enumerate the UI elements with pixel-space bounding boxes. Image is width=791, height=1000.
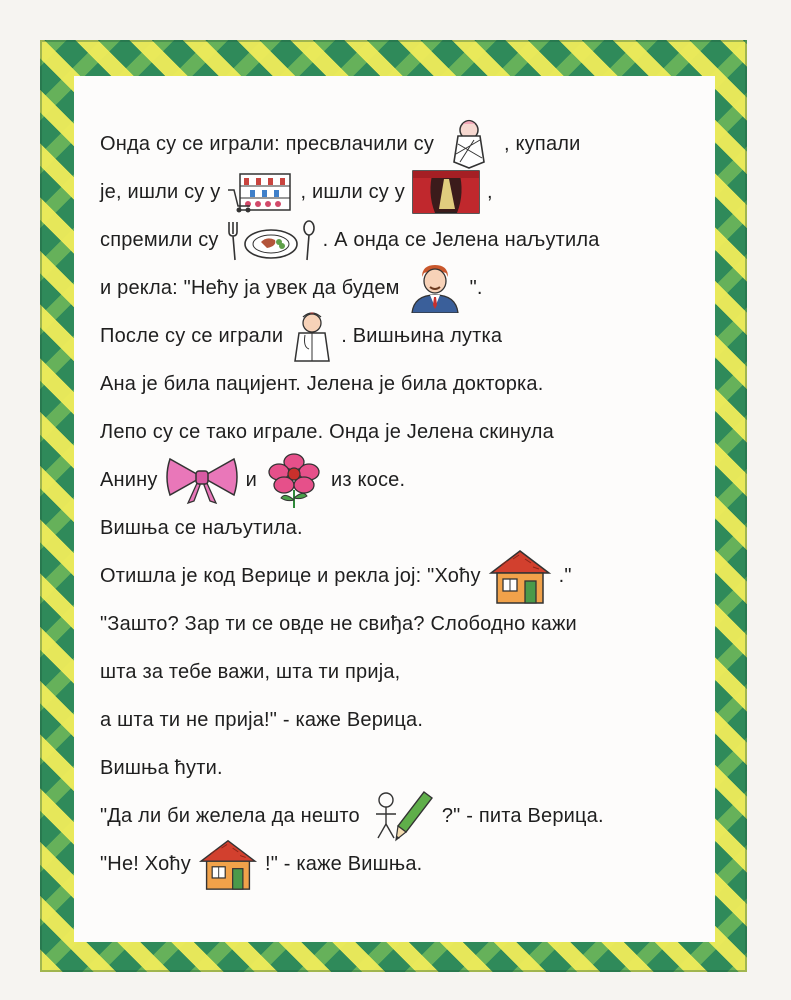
story-line xyxy=(100,840,700,888)
line-text: !" - каже Вишња. xyxy=(264,853,423,875)
line-text: Лепо су се тако играле. Онда је Јелена скинула xyxy=(100,421,554,443)
story-line xyxy=(100,456,700,504)
story-line xyxy=(100,216,700,264)
line-text: шта за тебе важи, шта ти прија, xyxy=(100,661,401,683)
line-text: "Не! Хоћу xyxy=(100,853,191,875)
line-text: "Зашто? Зар ти се овде не свиђа? Слободно кажи xyxy=(100,613,577,635)
line-text: , ишли су у xyxy=(300,181,405,203)
story-line xyxy=(100,552,700,600)
baby-icon xyxy=(440,118,498,170)
story-text xyxy=(100,120,700,888)
line-text: Отишла је код Верице и рекла јој: "Хоћу xyxy=(100,565,481,587)
father-man-icon xyxy=(406,263,464,313)
line-text: , купали xyxy=(504,133,581,155)
line-text: и xyxy=(245,469,257,491)
line-text: Онда су се играли: пресвлачили су xyxy=(100,133,435,155)
draw-pencil-icon xyxy=(366,788,436,844)
line-text: Ана је била пацијент. Јелена је била докторка. xyxy=(100,373,544,395)
story-line xyxy=(100,168,700,216)
story-line xyxy=(100,648,700,696)
line-text: Вишња се наљутила. xyxy=(100,517,303,539)
house-icon xyxy=(487,547,553,605)
story-line xyxy=(100,744,700,792)
story-line xyxy=(100,312,700,360)
line-text: "Да ли би желела да нешто xyxy=(100,805,360,827)
hair-bow-icon xyxy=(164,455,240,505)
story-line xyxy=(100,792,700,840)
line-text: а шта ти не прија!" - каже Верица. xyxy=(100,709,424,731)
story-line xyxy=(100,360,700,408)
line-text: Анину xyxy=(100,469,158,491)
store-shelves-icon xyxy=(226,170,294,214)
line-text: . А онда се Јелена наљутила xyxy=(322,229,600,251)
story-line xyxy=(100,696,700,744)
line-text: После су се играли xyxy=(100,325,284,347)
line-text: , xyxy=(486,181,493,203)
story-line xyxy=(100,504,700,552)
line-text: ". xyxy=(469,277,483,299)
story-line xyxy=(100,600,700,648)
house-icon xyxy=(197,837,259,891)
line-text: ?" - пита Верица. xyxy=(441,805,604,827)
line-text: из косе. xyxy=(330,469,406,491)
story-line xyxy=(100,408,700,456)
theater-stage-icon xyxy=(411,169,481,215)
line-text: спремили су xyxy=(100,229,219,251)
line-text: . Вишњина лутка xyxy=(341,325,503,347)
line-text: и рекла: "Нећу ја увек да будем xyxy=(100,277,400,299)
line-text: је, ишли су у xyxy=(100,181,221,203)
flower-icon xyxy=(263,452,325,508)
story-line xyxy=(100,264,700,312)
line-text: ." xyxy=(558,565,572,587)
doctor-icon xyxy=(289,309,335,363)
story-line xyxy=(100,120,700,168)
line-text: Вишња ћути. xyxy=(100,757,223,779)
meal-plate-icon xyxy=(225,218,317,262)
